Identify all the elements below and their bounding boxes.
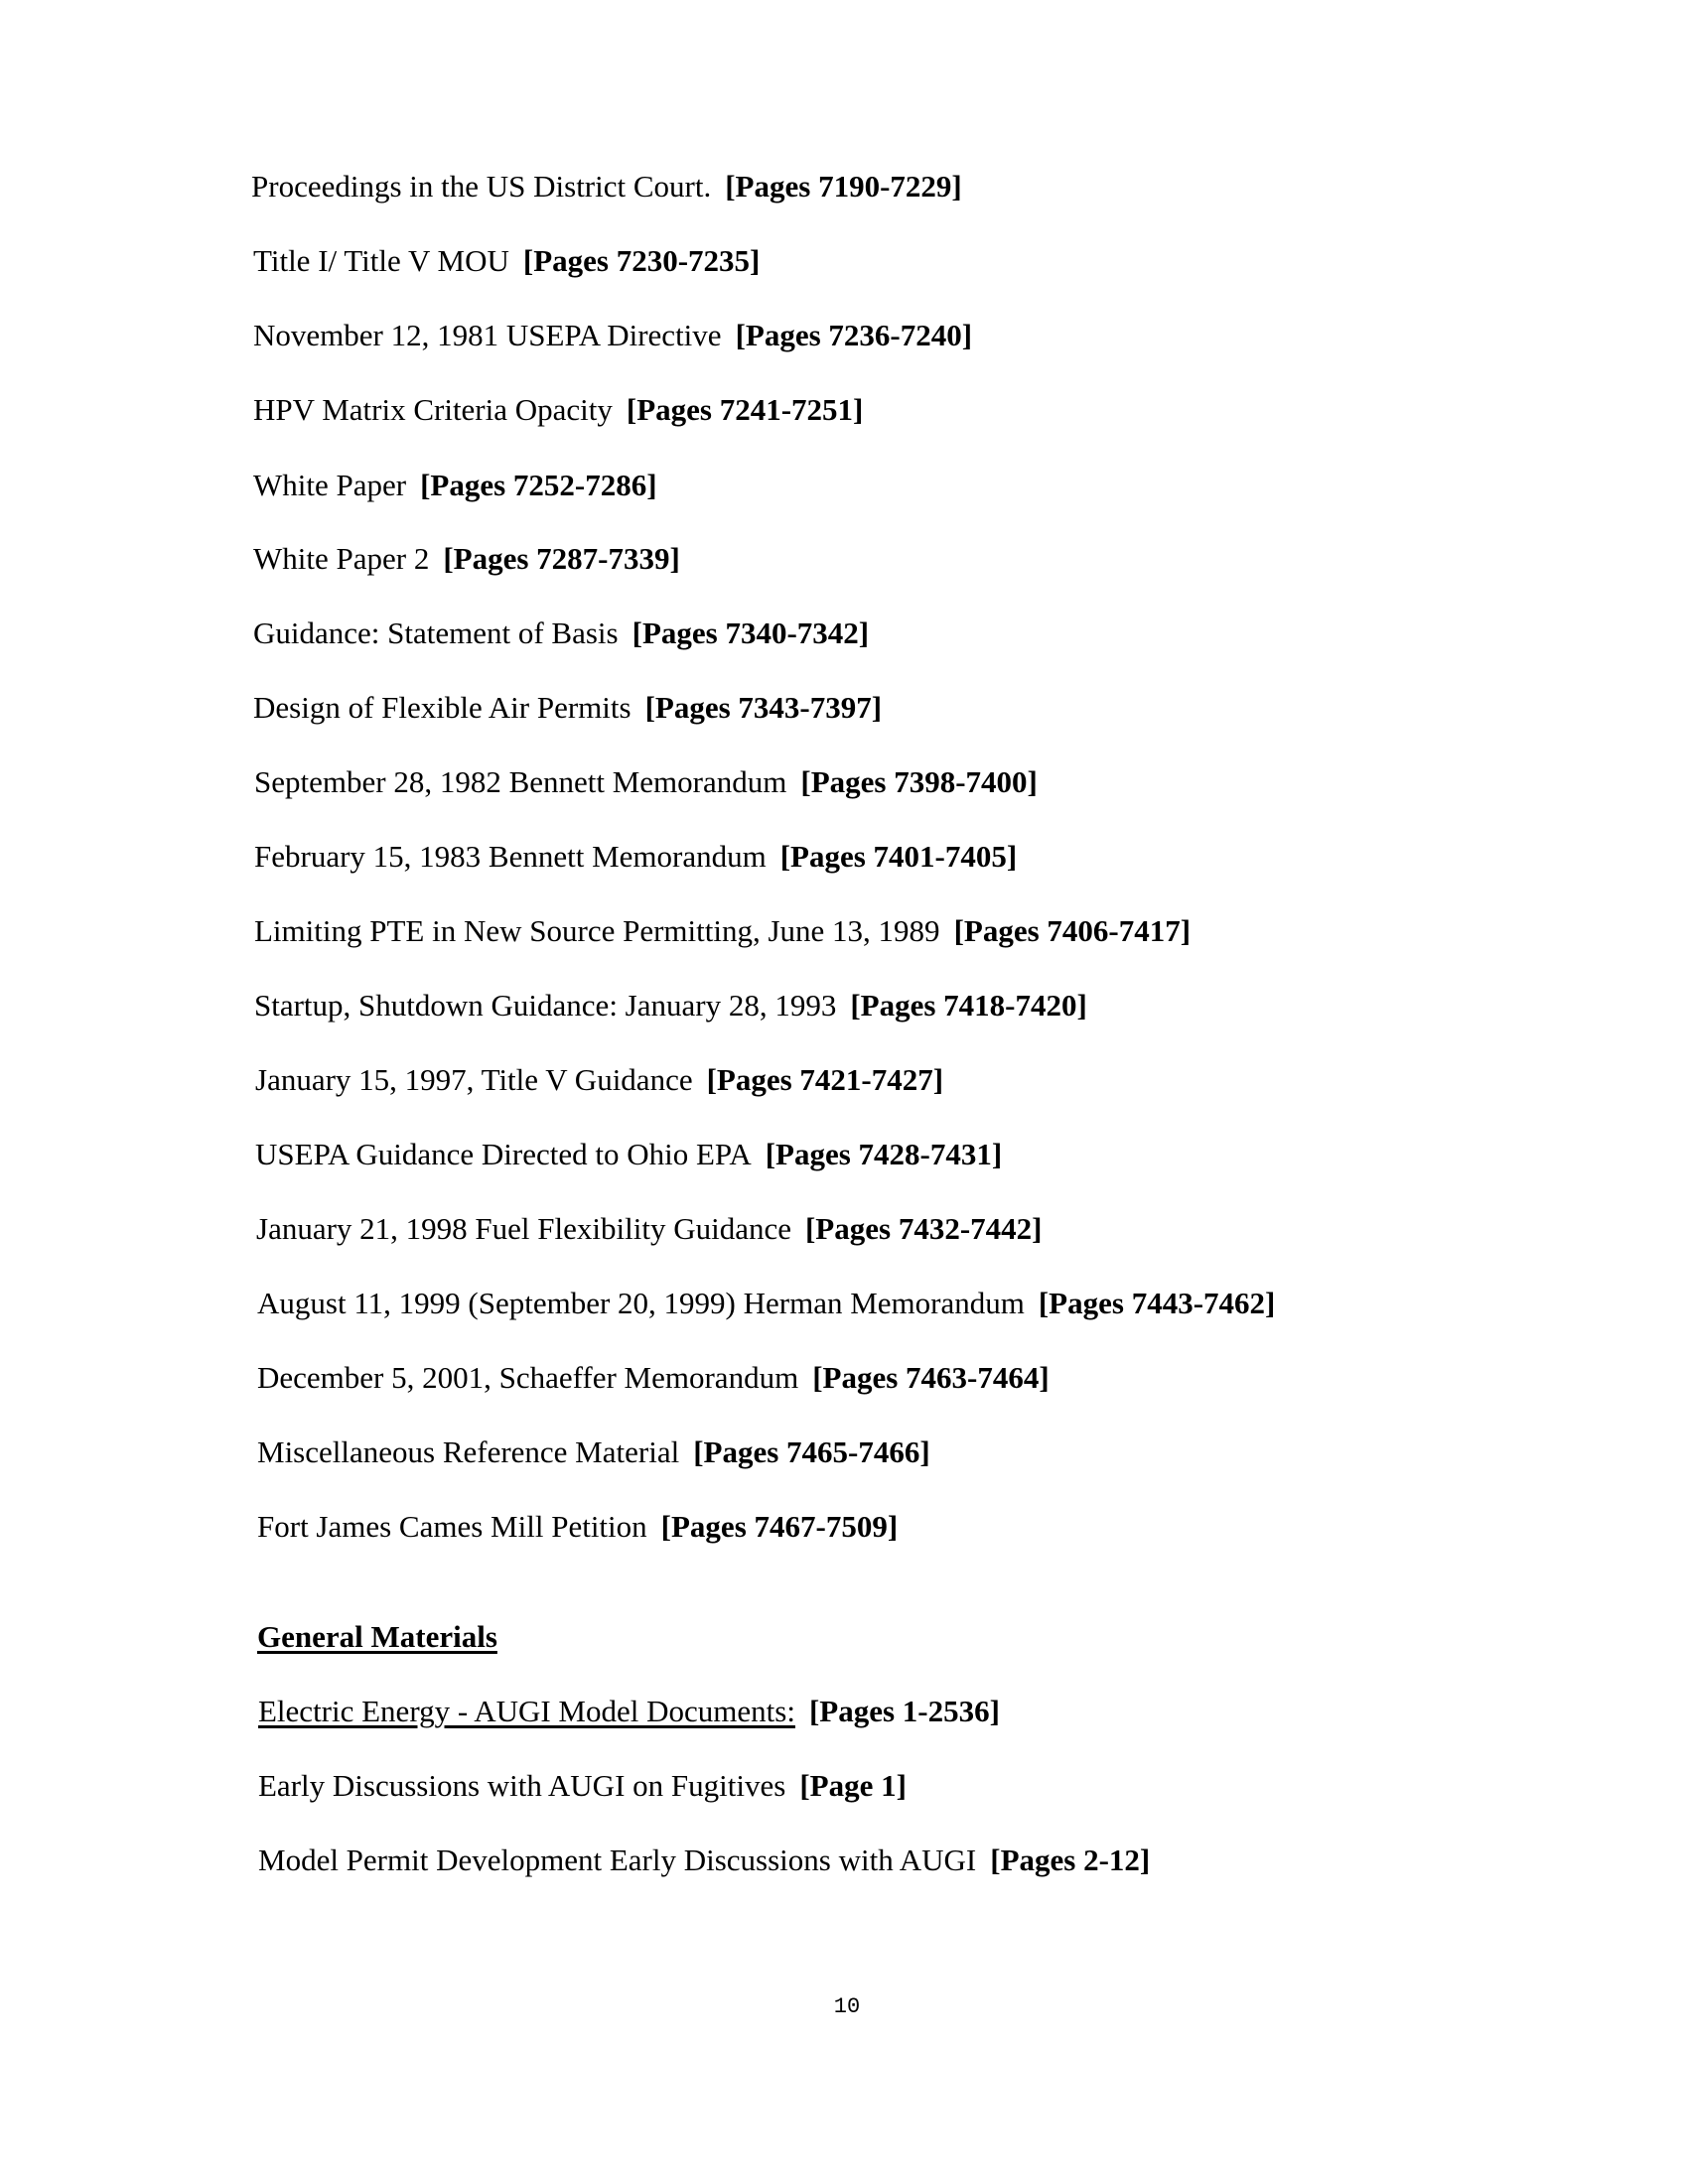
entry-title: February 15, 1983 Bennett Memorandum [254, 839, 767, 874]
page-number: 10 [833, 1994, 861, 2019]
entry-title: January 15, 1997, Title V Guidance [255, 1062, 693, 1097]
page-reference: [Pages 7443-7462] [1038, 1286, 1276, 1320]
entry-title: September 28, 1982 Bennett Memorandum [254, 764, 787, 799]
toc-entry [258, 1766, 907, 1806]
entry-title: December 5, 2001, Schaeffer Memorandum [257, 1360, 799, 1395]
page-reference: [Pages 7432-7442] [804, 1211, 1043, 1246]
entry-title: January 21, 1998 Fuel Flexibility Guidance [256, 1211, 791, 1246]
page-reference: [Pages 7406-7417] [953, 913, 1192, 948]
entry-title: White Paper 2 [253, 541, 430, 576]
toc-entry [257, 1284, 1275, 1323]
toc-entry [253, 614, 869, 653]
entry-title: August 11, 1999 (September 20, 1999) Herman Memorandum [257, 1286, 1025, 1320]
toc-entry [253, 539, 680, 579]
toc-entry [258, 1841, 1150, 1880]
page-reference: [Pages 2-12] [990, 1843, 1151, 1877]
page-reference: [Page 1] [799, 1768, 907, 1803]
page-reference: [Pages 7230-7235] [522, 243, 761, 278]
page-reference: [Pages 7252-7286] [420, 468, 657, 502]
toc-entry [253, 390, 863, 430]
toc-entry [253, 688, 882, 728]
page-reference: [Pages 7463-7464] [812, 1360, 1050, 1395]
page-reference: [Pages 7467-7509] [660, 1509, 899, 1544]
toc-entry [258, 1692, 1000, 1731]
toc-entry [254, 837, 1017, 877]
toc-entry [256, 1209, 1042, 1249]
page-reference: [Pages 7401-7405] [779, 839, 1018, 874]
entry-title: Limiting PTE in New Source Permitting, June 13, 1989 [254, 913, 940, 948]
toc-entry [255, 1135, 1002, 1174]
toc-entry [254, 986, 1087, 1025]
toc-entry [257, 1507, 898, 1547]
section-heading-general-materials: General Materials [257, 1619, 497, 1654]
entry-title: Electric Energy - AUGI Model Documents: [258, 1694, 795, 1728]
toc-entry [253, 316, 972, 355]
entry-title: Startup, Shutdown Guidance: January 28, 1993 [254, 988, 837, 1023]
toc-entry [253, 241, 760, 281]
page-reference: [Pages 7241-7251] [626, 392, 864, 427]
page-reference: [Pages 7287-7339] [443, 541, 680, 576]
page-reference: [Pages 7343-7397] [644, 690, 883, 725]
entry-title: White Paper [253, 468, 407, 502]
toc-entry [255, 1060, 943, 1100]
entry-title: Title I/ Title V MOU [253, 243, 509, 278]
entry-title: Fort James Cames Mill Petition [257, 1509, 647, 1544]
toc-entry [253, 466, 657, 505]
page-reference: [Pages 7421-7427] [706, 1062, 944, 1097]
entry-title: USEPA Guidance Directed to Ohio EPA [255, 1137, 752, 1171]
page-reference: [Pages 7465-7466] [693, 1434, 930, 1469]
entry-title: November 12, 1981 USEPA Directive [253, 318, 722, 352]
entry-title: Guidance: Statement of Basis [253, 615, 619, 650]
toc-entry [257, 1433, 930, 1472]
toc-entry [254, 911, 1191, 951]
entry-title: Design of Flexible Air Permits [253, 690, 632, 725]
toc-entry [251, 167, 962, 206]
toc-entry [254, 762, 1038, 802]
page-reference: [Pages 7398-7400] [800, 764, 1038, 799]
page-reference: [Pages 7428-7431] [765, 1137, 1003, 1171]
entry-title: Miscellaneous Reference Material [257, 1434, 680, 1469]
entry-title: Proceedings in the US District Court. [251, 169, 712, 204]
page-reference: [Pages 1-2536] [808, 1694, 1000, 1728]
page-reference: [Pages 7340-7342] [632, 615, 870, 650]
entry-title: Model Permit Development Early Discussions with AUGI [258, 1843, 977, 1877]
toc-entry [257, 1358, 1050, 1398]
page-reference: [Pages 7418-7420] [850, 988, 1087, 1023]
page-reference: [Pages 7190-7229] [725, 169, 962, 204]
page-reference: [Pages 7236-7240] [735, 318, 973, 352]
entry-title: HPV Matrix Criteria Opacity [253, 392, 613, 427]
entry-title: Early Discussions with AUGI on Fugitives [258, 1768, 786, 1803]
